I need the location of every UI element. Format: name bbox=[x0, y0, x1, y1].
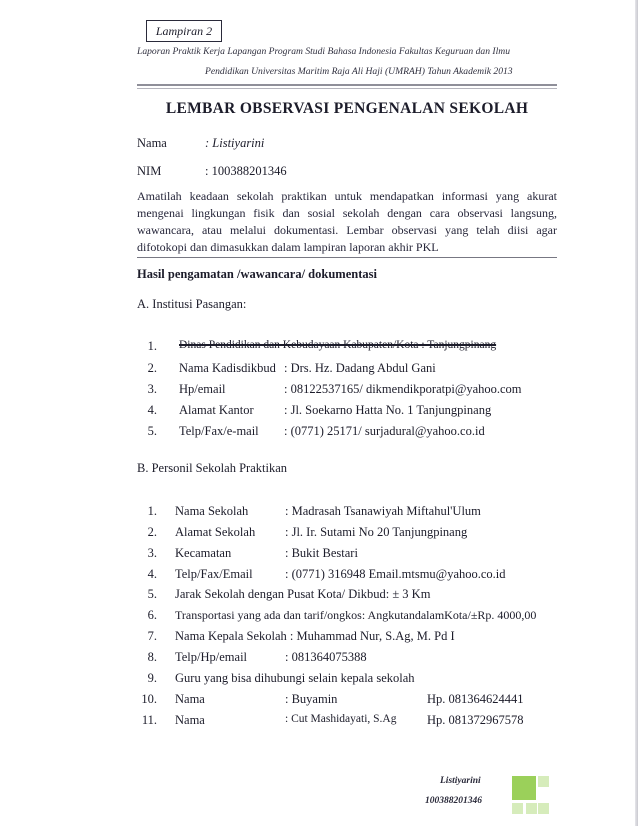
list-item-phone: Hp. 081364624441 bbox=[427, 692, 524, 706]
list-item-text: Guru yang bisa dihubungi selain kepala sekolah bbox=[175, 671, 415, 685]
list-item-value: : Drs. Hz. Dadang Abdul Gani bbox=[284, 361, 436, 375]
list-item-value: : Bukit Bestari bbox=[285, 546, 358, 560]
list-item-number: 9. bbox=[147, 671, 157, 685]
list-item-number: 4. bbox=[147, 567, 157, 581]
list-item-number: 10. bbox=[141, 692, 157, 706]
signature-nim: 100388201346 bbox=[425, 796, 482, 806]
list-item-label: Nama Kadisdikbud bbox=[179, 361, 276, 375]
section-divider bbox=[137, 257, 557, 258]
list-item-label: Nama bbox=[175, 713, 205, 727]
list-item-number: 8. bbox=[147, 650, 157, 664]
list-item-number: 5. bbox=[147, 587, 157, 601]
list-item-label: Alamat Kantor bbox=[179, 403, 254, 417]
list-item-number: 7. bbox=[147, 629, 157, 643]
list-item-text: Transportasi yang ada dan tarif/ongkos: AngkutandalamKota/±Rp. 4000,00 bbox=[175, 608, 537, 622]
list-item-number: 3. bbox=[147, 382, 157, 396]
list-item-value: : Madrasah Tsanawiyah Miftahul'Ulum bbox=[285, 504, 481, 518]
list-item-number: 3. bbox=[147, 546, 157, 560]
list-item-label: Nama bbox=[175, 692, 205, 706]
list-item-value: : Cut Mashidayati, S.Ag bbox=[285, 713, 397, 725]
list-item-label: Alamat Sekolah bbox=[175, 525, 256, 539]
list-item-number: 1. bbox=[147, 504, 157, 518]
list-item-number: 11. bbox=[141, 713, 157, 727]
list-item-text: Nama Kepala Sekolah : Muhammad Nur, S.Ag, M. Pd I bbox=[175, 629, 455, 643]
list-item-label: Kecamatan bbox=[175, 546, 232, 560]
list-item-value: : Buyamin bbox=[285, 692, 338, 706]
results-heading: Hasil pengamatan /wawancara/ dokumentasi bbox=[137, 267, 377, 281]
list-item-number: 5. bbox=[147, 424, 157, 438]
list-item-value: : Jl. Soekarno Hatta No. 1 Tanjungpinang bbox=[284, 403, 492, 417]
nim-value: : 100388201346 bbox=[205, 164, 287, 178]
header-divider-thin bbox=[137, 88, 557, 89]
list-item-label: Hp/email bbox=[179, 382, 226, 396]
list-item-value: : 08122537165/ dikmendikporatpi@yahoo.com bbox=[284, 382, 522, 396]
list-item-phone: Hp. 081372967578 bbox=[427, 713, 524, 727]
list-item-label: Nama Sekolah bbox=[175, 504, 249, 518]
nim-label: NIM bbox=[137, 164, 162, 178]
section-b-title: B. Personil Sekolah Praktikan bbox=[137, 461, 287, 475]
document-title: LEMBAR OBSERVASI PENGENALAN SEKOLAH bbox=[165, 100, 529, 117]
list-item-label: Telp/Hp/email bbox=[175, 650, 248, 664]
decorative-pale-square bbox=[512, 803, 523, 814]
list-item-value: : (0771) 25171/ surjadural@yahoo.co.id bbox=[284, 424, 485, 438]
list-item-number: 6. bbox=[147, 608, 157, 622]
decorative-green-square bbox=[512, 776, 536, 800]
list-item-text: Jarak Sekolah dengan Pusat Kota/ Dikbud: ± 3 Km bbox=[175, 587, 431, 601]
section-a-title: A. Institusi Pasangan: bbox=[137, 297, 247, 311]
list-item-value: : 081364075388 bbox=[285, 650, 367, 664]
header-line-1: Laporan Praktik Kerja Lapangan Program Studi Bahasa Indonesia Fakultas Keguruan dan Ilmu bbox=[137, 46, 510, 57]
list-item-number: 1. bbox=[147, 339, 157, 353]
signature-name: Listiyarini bbox=[440, 776, 481, 786]
header-divider bbox=[137, 84, 557, 86]
list-item-text: Dinas Pendidikan dan Kebudayaan Kabupaten/Kota : Tanjungpinang bbox=[179, 339, 497, 351]
list-item-value: : Jl. Ir. Sutami No 20 Tanjungpinang bbox=[285, 525, 468, 539]
list-item-value: : (0771) 316948 Email.mtsmu@yahoo.co.id bbox=[285, 567, 506, 581]
nama-value: : Listiyarini bbox=[205, 136, 265, 150]
list-item-number: 2. bbox=[147, 361, 157, 375]
decorative-pale-square bbox=[538, 803, 549, 814]
list-item-number: 4. bbox=[147, 403, 157, 417]
instructions-paragraph: Amatilah keadaan sekolah praktikan untuk mendapatkan informasi yang akurat mengenai lingkungan fisik dan sosial sekolah dengan cara observasi langsung, wawancara, atau melalui dokumentasi. Lembar observasi yang telah diisi agar difotokopi dan dimasukkan dalam lampiran laporan akhir PKL bbox=[137, 189, 557, 254]
list-item-label: Telp/Fax/e-mail bbox=[179, 424, 259, 438]
decorative-pale-square bbox=[526, 803, 537, 814]
decorative-pale-square bbox=[538, 776, 549, 787]
list-item-label: Telp/Fax/Email bbox=[175, 567, 253, 581]
header-line-2: Pendidikan Universitas Maritim Raja Ali Haji (UMRAH) Tahun Akademik 2013 bbox=[205, 66, 513, 77]
lampiran-label: Lampiran 2 bbox=[146, 20, 222, 42]
nama-label: Nama bbox=[137, 136, 167, 150]
list-item-number: 2. bbox=[147, 525, 157, 539]
